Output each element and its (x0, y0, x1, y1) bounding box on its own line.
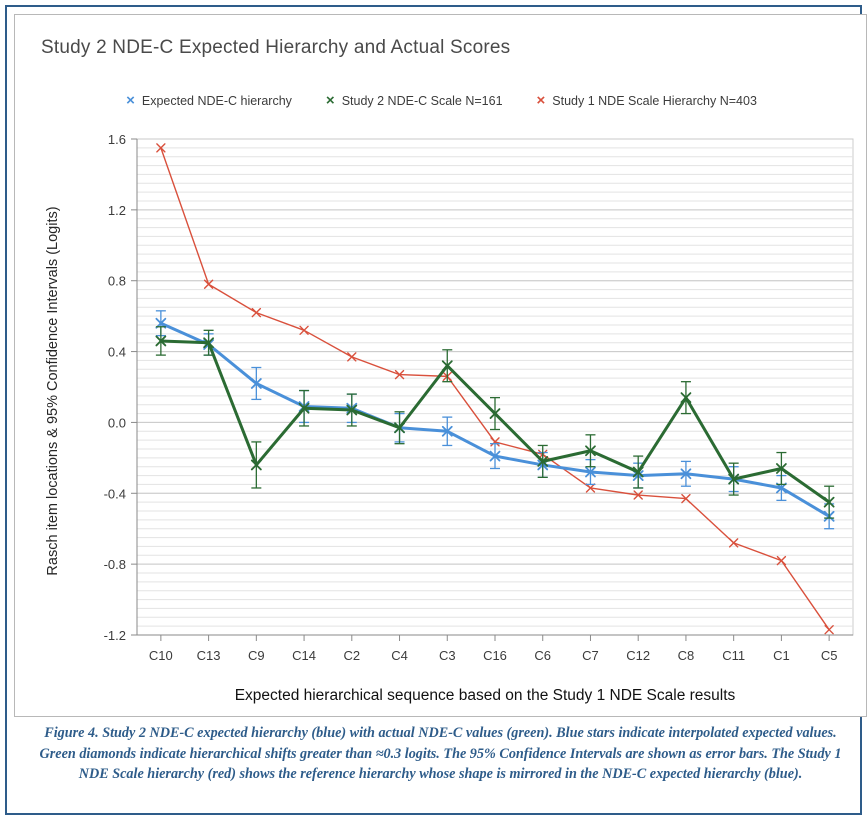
legend-marker-icon: × (325, 92, 335, 109)
x-tick-label: C14 (292, 648, 316, 663)
y-tick-label: 0.8 (107, 273, 126, 289)
y-axis-title: Rasch item locations & 95% Confidence Intervals (Logits) (45, 206, 61, 576)
chart-title: Study 2 NDE-C Expected Hierarchy and Actual Scores (41, 37, 511, 58)
y-tick-label: -1.2 (103, 628, 126, 643)
figure-frame (5, 5, 862, 815)
x-tick-label: C1 (773, 648, 790, 663)
figure-caption: Figure 4. Study 2 NDE-C expected hierarchy (blue) with actual NDE-C values (green). Blue stars indicate interpolated expected values. Green diamonds indicate hierarchical shifts greater than ≈0.3 logits. The 95% Confidence Intervals are shown as error bars. The Study 1 NDE Scale hierarchy (red) shows the reference hierarchy whose shape is mirrored in the NDE-C expected hierarchy (blue). (39, 725, 842, 783)
legend-marker-icon: × (126, 92, 135, 109)
y-tick-label: 1.2 (107, 202, 126, 218)
x-tick-label: C2 (343, 648, 361, 663)
x-tick-label: C7 (582, 648, 599, 663)
plot-svg (15, 15, 867, 718)
x-tick-label: C6 (534, 648, 552, 663)
x-tick-label: C13 (196, 648, 221, 663)
legend-marker-icon: × (536, 92, 546, 109)
x-tick-label: C8 (677, 648, 695, 663)
y-tick-label: -0.8 (103, 557, 126, 573)
y-tick-label: 0.0 (107, 415, 126, 431)
legend-label: Expected NDE-C hierarchy (141, 93, 292, 108)
x-tick-label: C5 (820, 648, 838, 663)
x-tick-label: C12 (626, 648, 651, 663)
chart-container (14, 14, 867, 717)
x-tick-label: C11 (722, 648, 746, 663)
x-tick-label: C16 (483, 648, 507, 663)
legend-label: Study 2 NDE-C Scale N=161 (341, 93, 503, 108)
x-tick-label: C10 (148, 648, 173, 663)
x-tick-label: C4 (391, 648, 408, 663)
x-tick-label: C3 (438, 648, 456, 663)
plot-wrapper (15, 15, 867, 718)
x-tick-label: C9 (248, 648, 265, 663)
y-tick-label: -0.4 (103, 486, 126, 502)
y-tick-label: 1.6 (107, 132, 126, 147)
y-tick-label: 0.4 (107, 344, 126, 360)
legend-label: Study 1 NDE Scale Hierarchy N=403 (552, 93, 757, 108)
x-axis-title: Expected hierarchical sequence based on the Study 1 NDE Scale results (234, 687, 736, 704)
